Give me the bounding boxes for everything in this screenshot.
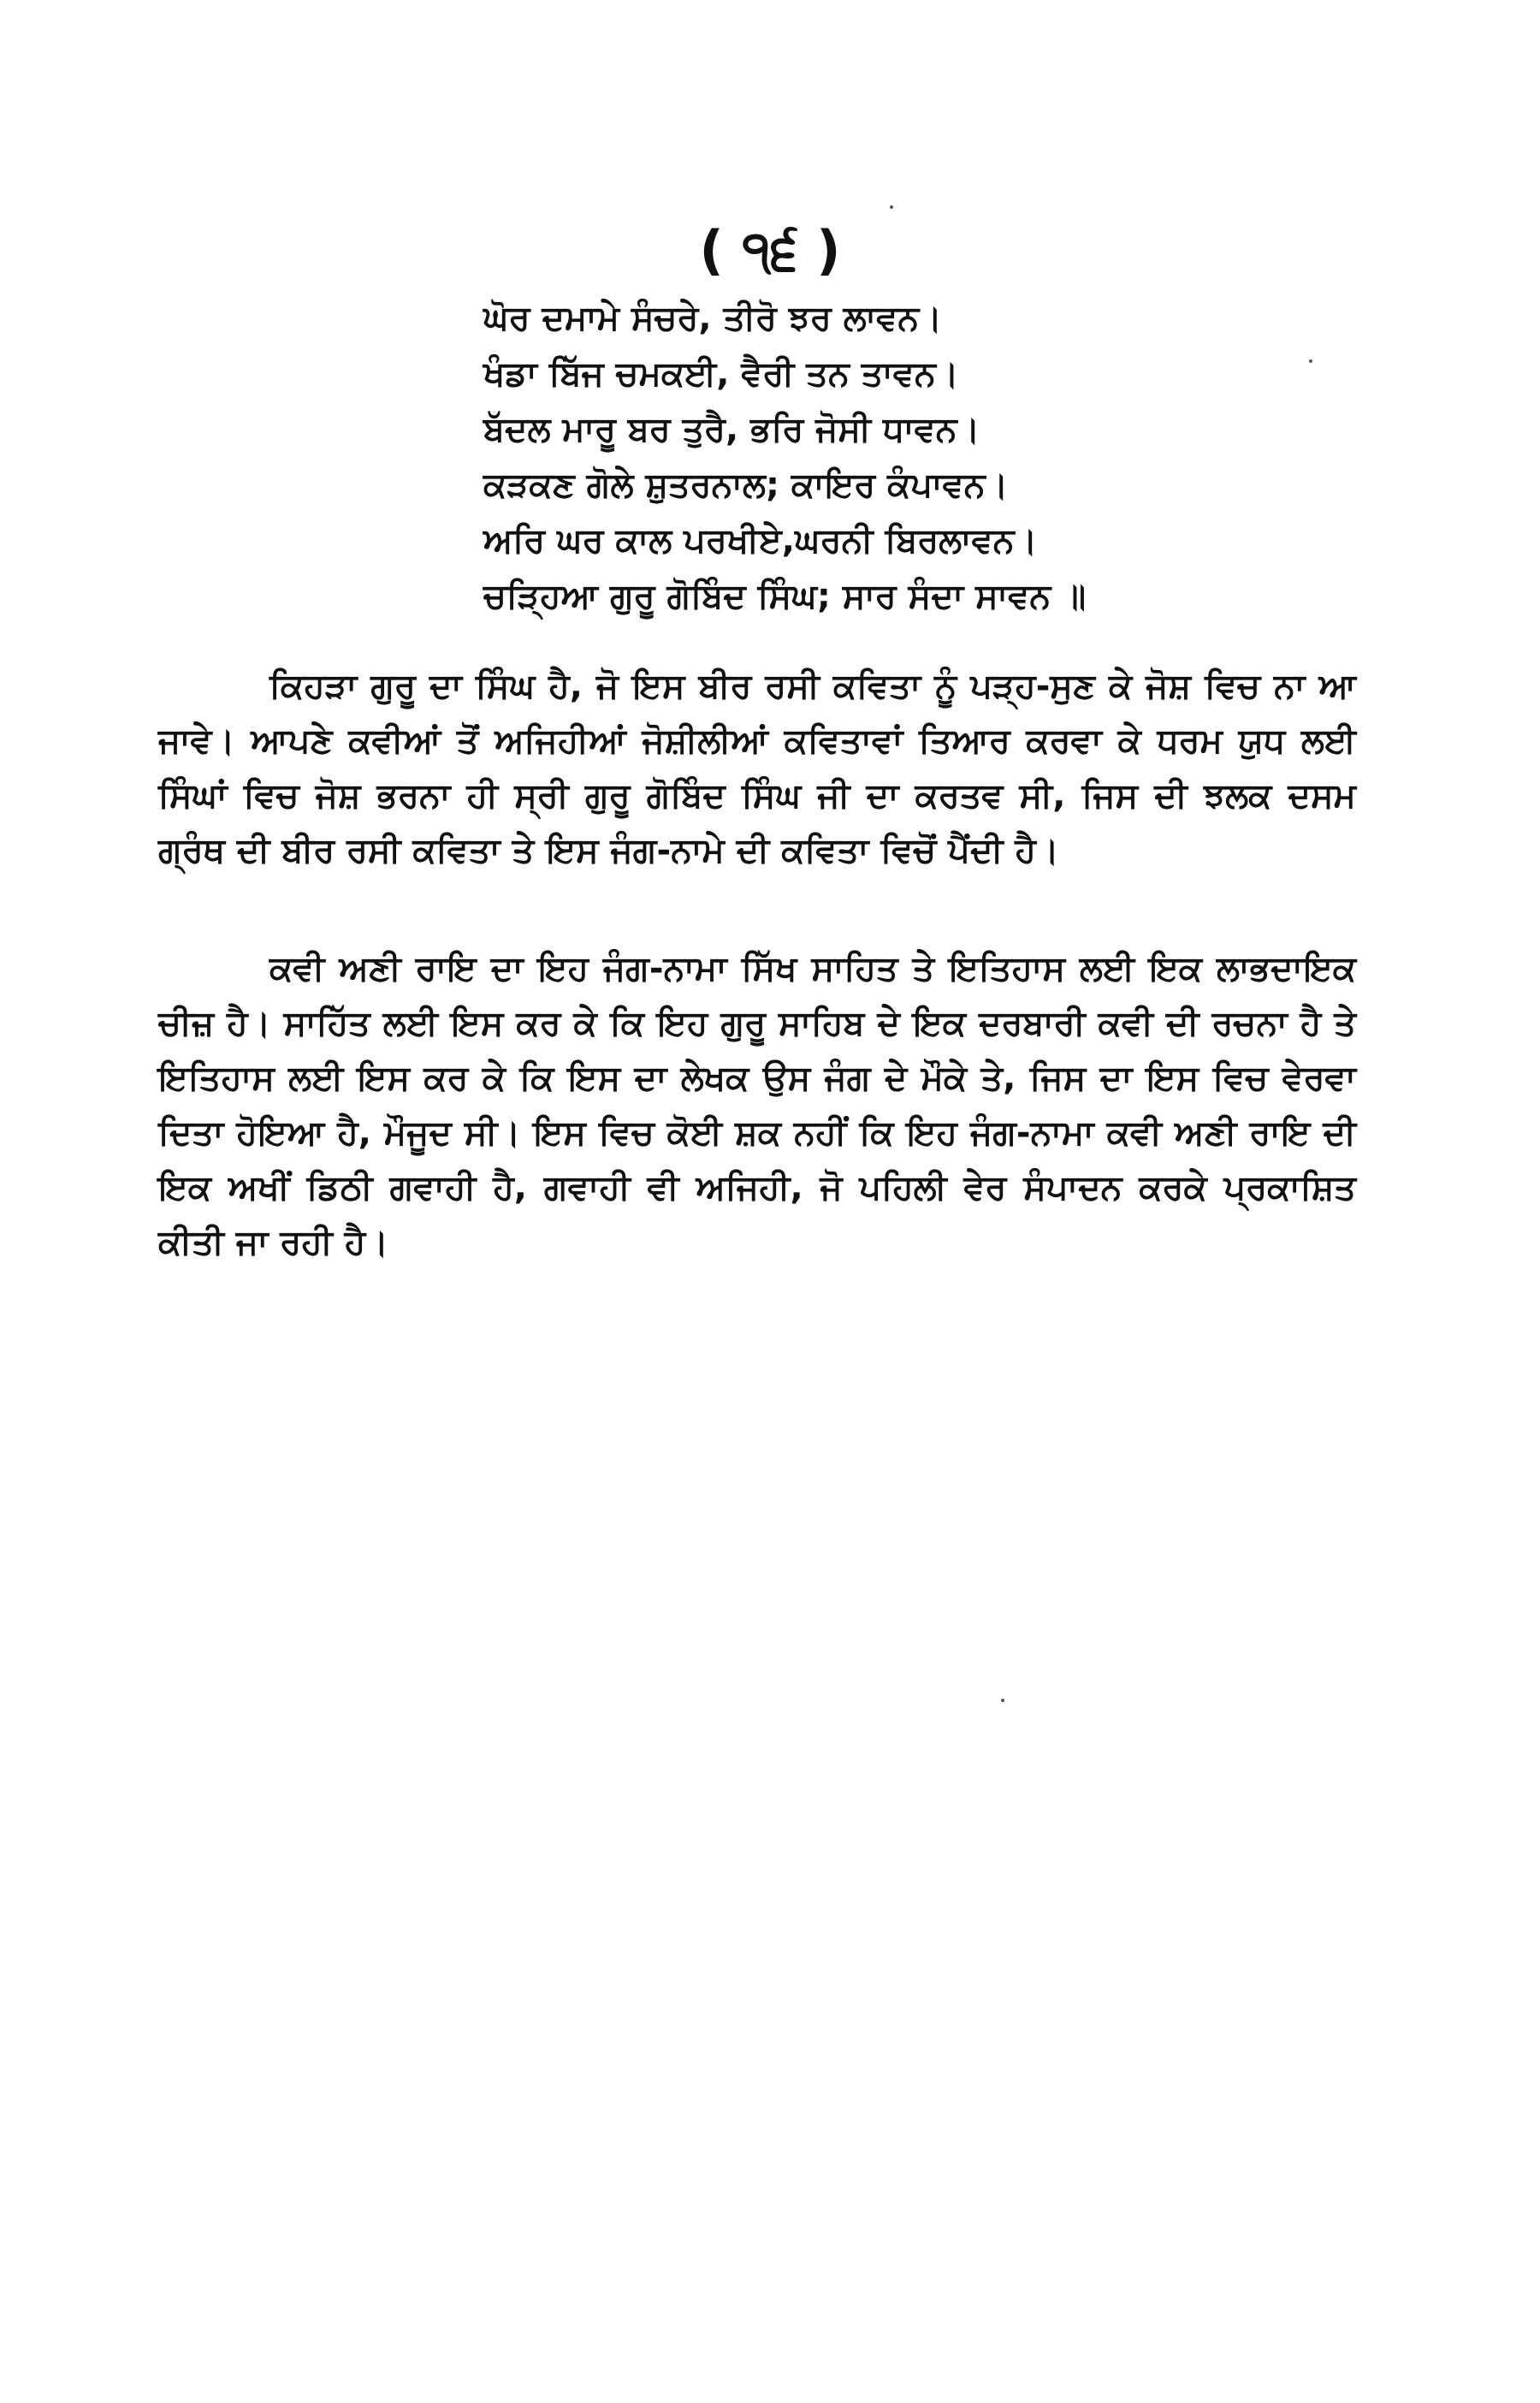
verse-line: ਖੰਡਾ ਬਿੱਜ ਚਮਕਈ, ਵੈਰੀ ਤਨ ਤਾਵਨ। xyxy=(483,354,959,394)
verse-line: ਘੋਰ ਦਮਾਮੇ ਸੰਚਰੇ, ਤੀਰੋ ਝਰ ਲਾਵਨ। xyxy=(483,299,943,338)
verse-block xyxy=(483,291,1134,625)
scan-speck xyxy=(1309,359,1312,363)
body-paragraph: ਕਿਹੜਾ ਗੁਰੂ ਦਾ ਸਿੰਘ ਹੈ, ਜੋ ਇਸ ਬੀਰ ਰਸੀ ਕਵਿਤਾ ਨੂੰ ਪੜ੍ਹ-ਸੁਣ ਕੇ ਜੋਸ਼ ਵਿਚ ਨਾ ਆ ਜਾਵੇ। ਆਪਣੇ ਕਵੀਆਂ ਤੋਂ ਅਜਿਹੀਆਂ ਜੋਸ਼ੀਲੀਆਂ ਕਵਿਤਾਵਾਂ ਤਿਆਰ ਕਰਵਾ ਕੇ ਧਰਮ ਯੁਧ ਲਈ ਸਿੰਘਾਂ ਵਿਚ ਜੋਸ਼ ਭਰਨਾ ਹੀ ਸ੍ਰੀ ਗੁਰੂ ਗੋਬਿੰਦ ਸਿੰਘ ਜੀ ਦਾ ਕਰਤਵ ਸੀ, ਜਿਸ ਦੀ ਝਲਕ ਦਸਮ ਗ੍ਰੰਥ ਦੀ ਬੀਰ ਰਸੀ ਕਵਿਤਾ ਤੇ ਇਸ ਜੰਗ-ਨਾਮੇ ਦੀ ਕਵਿਤਾ ਵਿਚੋਂ ਪੈਂਦੀ ਹੈ। xyxy=(158,667,1356,870)
verse-line: ਚੜ੍ਹਿਆ ਗੁਰੂ ਗੋਬਿੰਦ ਸਿੰਘ; ਸਾਰ ਸੰਦਾ ਸਾਵਨ ॥ xyxy=(483,577,1087,616)
verse-line: ਅਰਿ ਘਰ ਕਾਲ ਪਰਖੀਏ,ਘਰਨੀ ਬਿਰਲਾਵਨ। xyxy=(483,521,1038,561)
scan-speck xyxy=(890,205,893,209)
verse-line: ਕੜਕਣ ਗੋਲੇ ਸ਼ੁਤਰਨਾਲ; ਕਾਇਰ ਕੰਪਾਵਨ। xyxy=(483,466,1009,505)
page-number: ( ੧੬ ) xyxy=(699,219,841,282)
scan-speck xyxy=(1001,1699,1004,1702)
body-paragraph: ਕਵੀ ਅਣੀ ਰਾਇ ਦਾ ਇਹ ਜੰਗ-ਨਾਮਾ ਸਿੱਖ ਸਾਹਿਤ ਤੇ ਇਤਿਹਾਸ ਲਈ ਇਕ ਲਾਭਦਾਇਕ ਚੀਜ਼ ਹੈ। ਸਾਹਿੱਤ ਲਈ ਇਸ ਕਰ ਕੇ ਕਿ ਇਹ ਗੁਰੂ ਸਾਹਿਬ ਦੇ ਇਕ ਦਰਬਾਰੀ ਕਵੀ ਦੀ ਰਚਨਾ ਹੈ ਤੇ ਇਤਿਹਾਸ ਲਈ ਇਸ ਕਰ ਕੇ ਕਿ ਇਸ ਦਾ ਲੇਖਕ ਉਸ ਜੰਗ ਦੇ ਮੌਕੇ ਤੇ, ਜਿਸ ਦਾ ਇਸ ਵਿਚ ਵੇਰਵਾ ਦਿਤਾ ਹੋਇਆ ਹੈ, ਮੌਜੂਦ ਸੀ। ਇਸ ਵਿਚ ਕੋਈ ਸ਼ਕ ਨਹੀਂ ਕਿ ਇਹ ਜੰਗ-ਨਾਮਾ ਕਵੀ ਅਣੀ ਰਾਇ ਦੀ ਇਕ ਅਖੀਂ ਡਿਠੀ ਗਵਾਹੀ ਹੈ, ਗਵਾਹੀ ਵੀ ਅਜਿਹੀ, ਜੋ ਪਹਿਲੀ ਵੇਰ ਸੰਪਾਦਨ ਕਰਕੇ ਪ੍ਰਕਾਸ਼ਿਤ ਕੀਤੀ ਜਾ ਰਹੀ ਹੈ। xyxy=(158,949,1356,1262)
verse-line: ਬੱਦਲ ਮਾਰੂ ਬਰ ਤੁਰੈ, ਭਰਿ ਜੋਸੀ ਧਾਵਨ। xyxy=(483,410,980,449)
